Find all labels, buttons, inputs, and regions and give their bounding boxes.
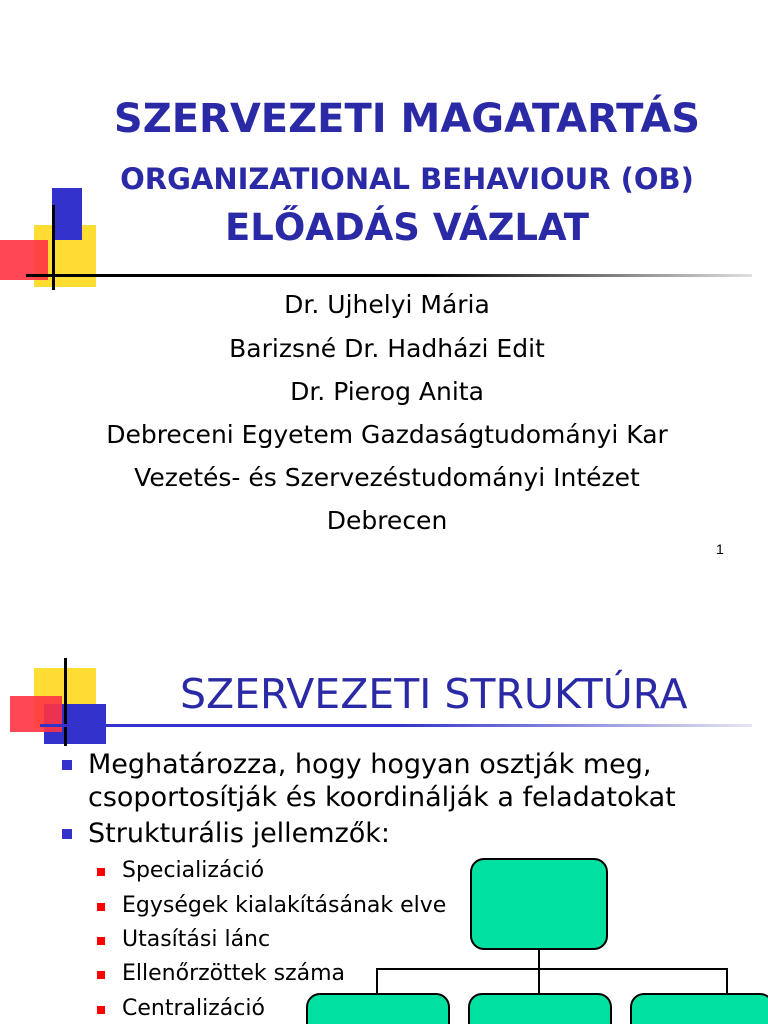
page-number: 1: [716, 541, 724, 557]
org-chart-child-box: [468, 993, 612, 1024]
slide-title: SZERVEZETI STRUKTÚRA: [180, 670, 688, 718]
org-chart-connector: [726, 968, 728, 994]
sub-bullet-text: Ellenőrzöttek száma: [122, 961, 346, 986]
author-line: Barizsné Dr. Hadházi Edit: [229, 334, 545, 363]
sub-bullet-marker: [97, 937, 105, 945]
bullet-marker: [62, 760, 72, 770]
sub-bullet-text: Egységek kialakításának elve: [122, 893, 447, 918]
org-chart-child-box: [306, 993, 450, 1024]
sub-bullet-text: Specializáció: [122, 858, 265, 883]
org-chart-connector: [538, 968, 540, 994]
horizontal-rule: [26, 274, 752, 277]
sub-bullet-marker: [97, 1006, 105, 1014]
title-english: ORGANIZATIONAL BEHAVIOUR (OB): [120, 162, 694, 196]
author-line: Dr. Pierog Anita: [290, 377, 484, 406]
bullet-text: Strukturális jellemzők:: [88, 818, 391, 849]
org-chart-connector: [538, 949, 540, 969]
structure-slide: [0, 640, 768, 1024]
sub-bullet-text: Utasítási lánc: [122, 927, 271, 952]
sub-bullet-marker: [97, 971, 105, 979]
vertical-rule: [64, 658, 67, 746]
org-chart-connector: [376, 968, 378, 994]
sub-bullet-marker: [97, 868, 105, 876]
org-chart-child-box: [630, 993, 768, 1024]
author-line: Dr. Ujhelyi Mária: [284, 290, 490, 319]
subtitle: ELŐADÁS VÁZLAT: [225, 206, 589, 249]
bullet-marker: [62, 829, 72, 839]
org-chart-top-box: [470, 858, 608, 950]
bullet-text: Meghatározza, hogy hogyan osztják meg,: [88, 749, 652, 780]
institution-line: Debreceni Egyetem Gazdaságtudományi Kar: [106, 420, 668, 449]
city-line: Debrecen: [326, 506, 448, 535]
horizontal-rule: [40, 724, 752, 727]
institution-line: Vezetés- és Szervezéstudományi Intézet: [134, 463, 640, 492]
bullet-text-continued: csoportosítják és koordinálják a feladatokat: [88, 782, 676, 813]
org-chart-connector: [376, 968, 728, 970]
sub-bullet-marker: [97, 903, 105, 911]
sub-bullet-text: Centralizáció: [122, 996, 265, 1021]
title-hungarian: SZERVEZETI MAGATARTÁS: [113, 96, 701, 142]
